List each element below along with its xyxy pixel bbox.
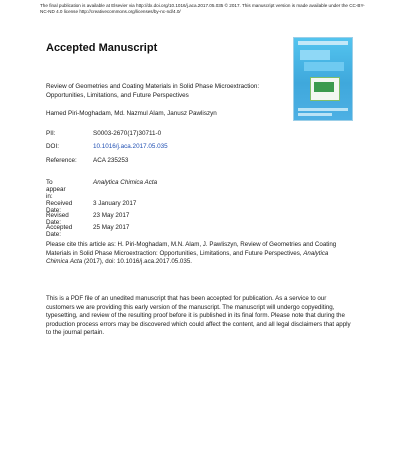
citation-prefix: Please cite this article as: H. Piri-Moghadam, M.N. Alam, J. Pawliszyn, Review of Geometries and Coating Materials in Solid Phase Microextraction: Opportunities, Limitations, and Future Perspectives, xyxy=(46,241,337,257)
journal-name: Analytica Chimica Acta xyxy=(93,179,158,186)
authors: Hamed Piri-Moghadam, Md. Nazmul Alam, Janusz Pawliszyn xyxy=(46,110,217,117)
doi-label: DOI: xyxy=(46,143,59,150)
citation-paragraph xyxy=(46,241,346,267)
paper-title: Review of Geometries and Coating Materials in Solid Phase Microextraction: Opportunities, Limitations, and Future Perspectives xyxy=(46,83,260,99)
license-note: The final publication is available at Elsevier via http://dx.doi.org/10.1016/j.aca.2017.05.035 © 2017. This manuscript version is made available under the CC-BY-NC-ND 4.0 license http://creativecommons.org/licenses/by-nc-nd/4.0/ xyxy=(40,3,365,15)
received-label: Received Date: xyxy=(46,200,73,214)
received-date: 3 January 2017 xyxy=(93,200,137,207)
citation-journal: Analytica Chimica Acta xyxy=(46,249,329,266)
disclaimer-paragraph: This is a PDF file of an unedited manuscript that has been accepted for publication. As a service to our customers we are providing this early version of the manuscript. The manuscript will undergo copyediting, typesetting, and review of the resulting proof before it is published in its final form. Please note that during the production process errors may be discovered which could affect the content, and all legal disclaimers that apply to the journal pertain. xyxy=(46,295,351,337)
doi-link[interactable]: 10.1016/j.aca.2017.05.035 xyxy=(93,143,168,150)
revised-label: Revised Date: xyxy=(46,212,69,226)
revised-date: 23 May 2017 xyxy=(93,212,130,219)
journal-cover-image xyxy=(293,37,353,121)
page-title: Accepted Manuscript xyxy=(46,42,158,54)
pii-value: S0003-2670(17)30711-0 xyxy=(93,130,162,137)
reference-label: Reference: xyxy=(46,157,77,164)
citation-suffix: (2017), doi: 10.1016/j.aca.2017.05.035. xyxy=(83,258,192,266)
accepted-date: 25 May 2017 xyxy=(93,224,130,231)
reference-value: ACA 235253 xyxy=(93,157,129,164)
pii-label: PII: xyxy=(46,130,56,137)
accepted-label: Accepted Date: xyxy=(46,224,73,238)
appear-label: To appear in: xyxy=(46,179,66,200)
